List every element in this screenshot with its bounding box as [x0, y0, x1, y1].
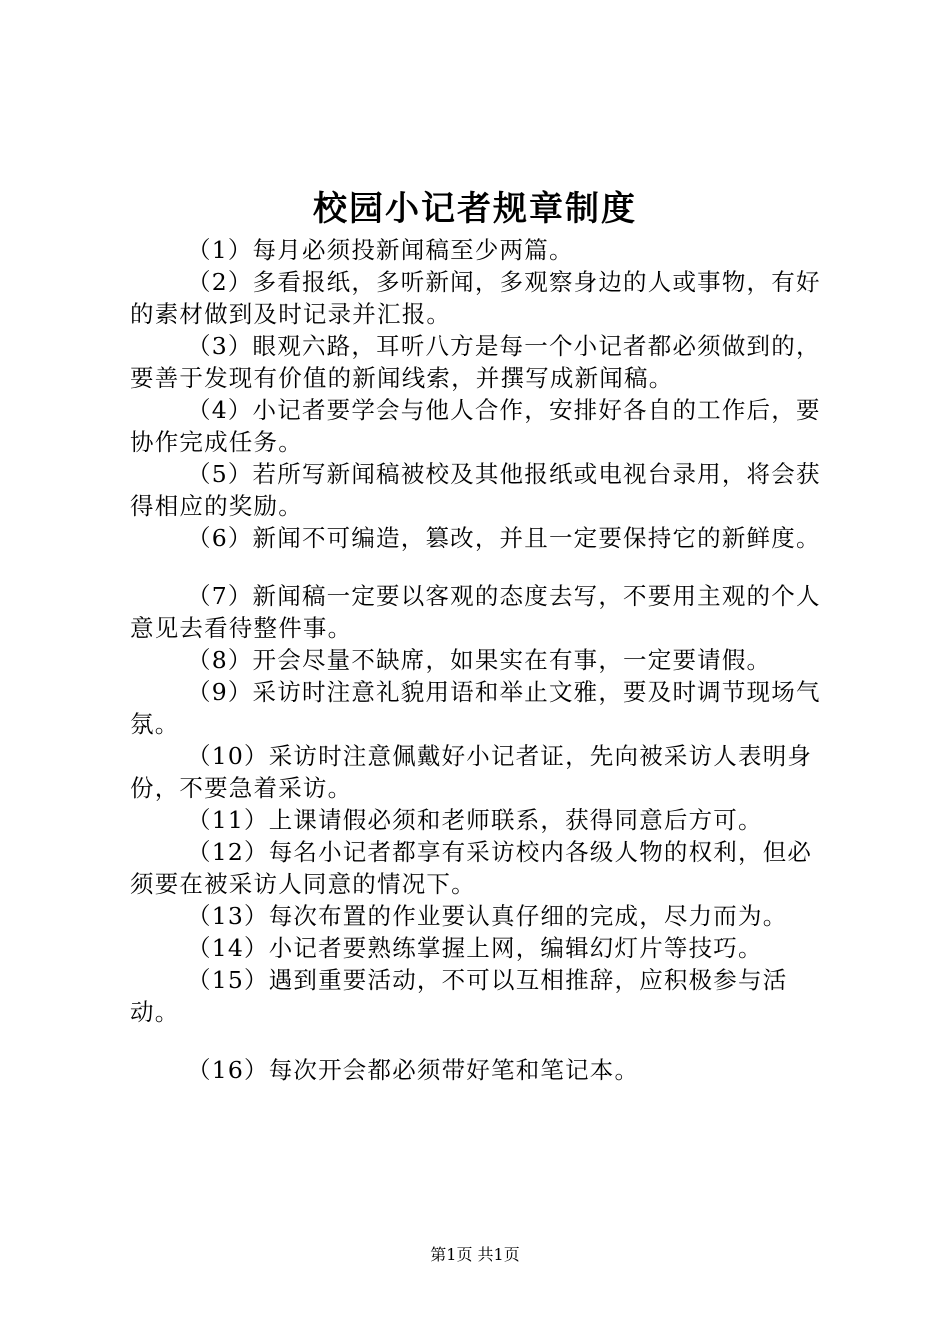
document-title: 校园小记者规章制度: [313, 189, 637, 229]
rule-paragraph-16: （16）每次开会都必须带好笔和笔记本。: [187, 1056, 640, 1084]
rule-paragraph-4: （4）小记者要学会与他人合作，安排好各自的工作后，要协作完成任务。: [130, 396, 821, 456]
page-number-footer: 第1页 共1页: [430, 1245, 520, 1264]
rule-paragraph-5: （5）若所写新闻稿被校及其他报纸或电视台录用，将会获得相应的奖励。: [130, 460, 821, 520]
rule-paragraph-15: （15）遇到重要活动，不可以互相推辞，应积极参与活动。: [130, 966, 788, 1026]
rule-paragraph-2: （2）多看报纸，多听新闻，多观察身边的人或事物，有好的素材做到及时记录并汇报。: [130, 268, 821, 328]
rule-paragraph-7: （7）新闻稿一定要以客观的态度去写，不要用主观的个人意见去看待整件事。: [130, 582, 821, 642]
rule-paragraph-1: （1）每月必须投新闻稿至少两篇。: [187, 236, 574, 264]
rule-paragraph-9: （9）采访时注意礼貌用语和举止文雅，要及时调节现场气氛。: [130, 678, 821, 738]
rule-paragraph-11: （11）上课请假必须和老师联系，获得同意后方可。: [187, 806, 763, 834]
rule-paragraph-10: （10）采访时注意佩戴好小记者证，先向被采访人表明身份，不要急着采访。: [130, 742, 813, 802]
rule-paragraph-12: （12）每名小记者都享有采访校内各级人物的权利，但必须要在被采访人同意的情况下。: [130, 838, 813, 898]
rule-paragraph-8: （8）开会尽量不缺席，如果实在有事，一定要请假。: [187, 646, 772, 674]
rule-paragraph-6: （6）新闻不可编造，篡改，并且一定要保持它的新鲜度。: [187, 524, 821, 552]
rule-paragraph-3: （3）眼观六路，耳听八方是每一个小记者都必须做到的，要善于发现有价值的新闻线索，并撰写成新闻稿。: [130, 332, 821, 392]
rule-paragraph-14: （14）小记者要熟练掌握上网，编辑幻灯片等技巧。: [187, 934, 763, 962]
rule-paragraph-13: （13）每次布置的作业要认真仔细的完成，尽力而为。: [187, 902, 788, 930]
document-body: [130, 234, 830, 1086]
